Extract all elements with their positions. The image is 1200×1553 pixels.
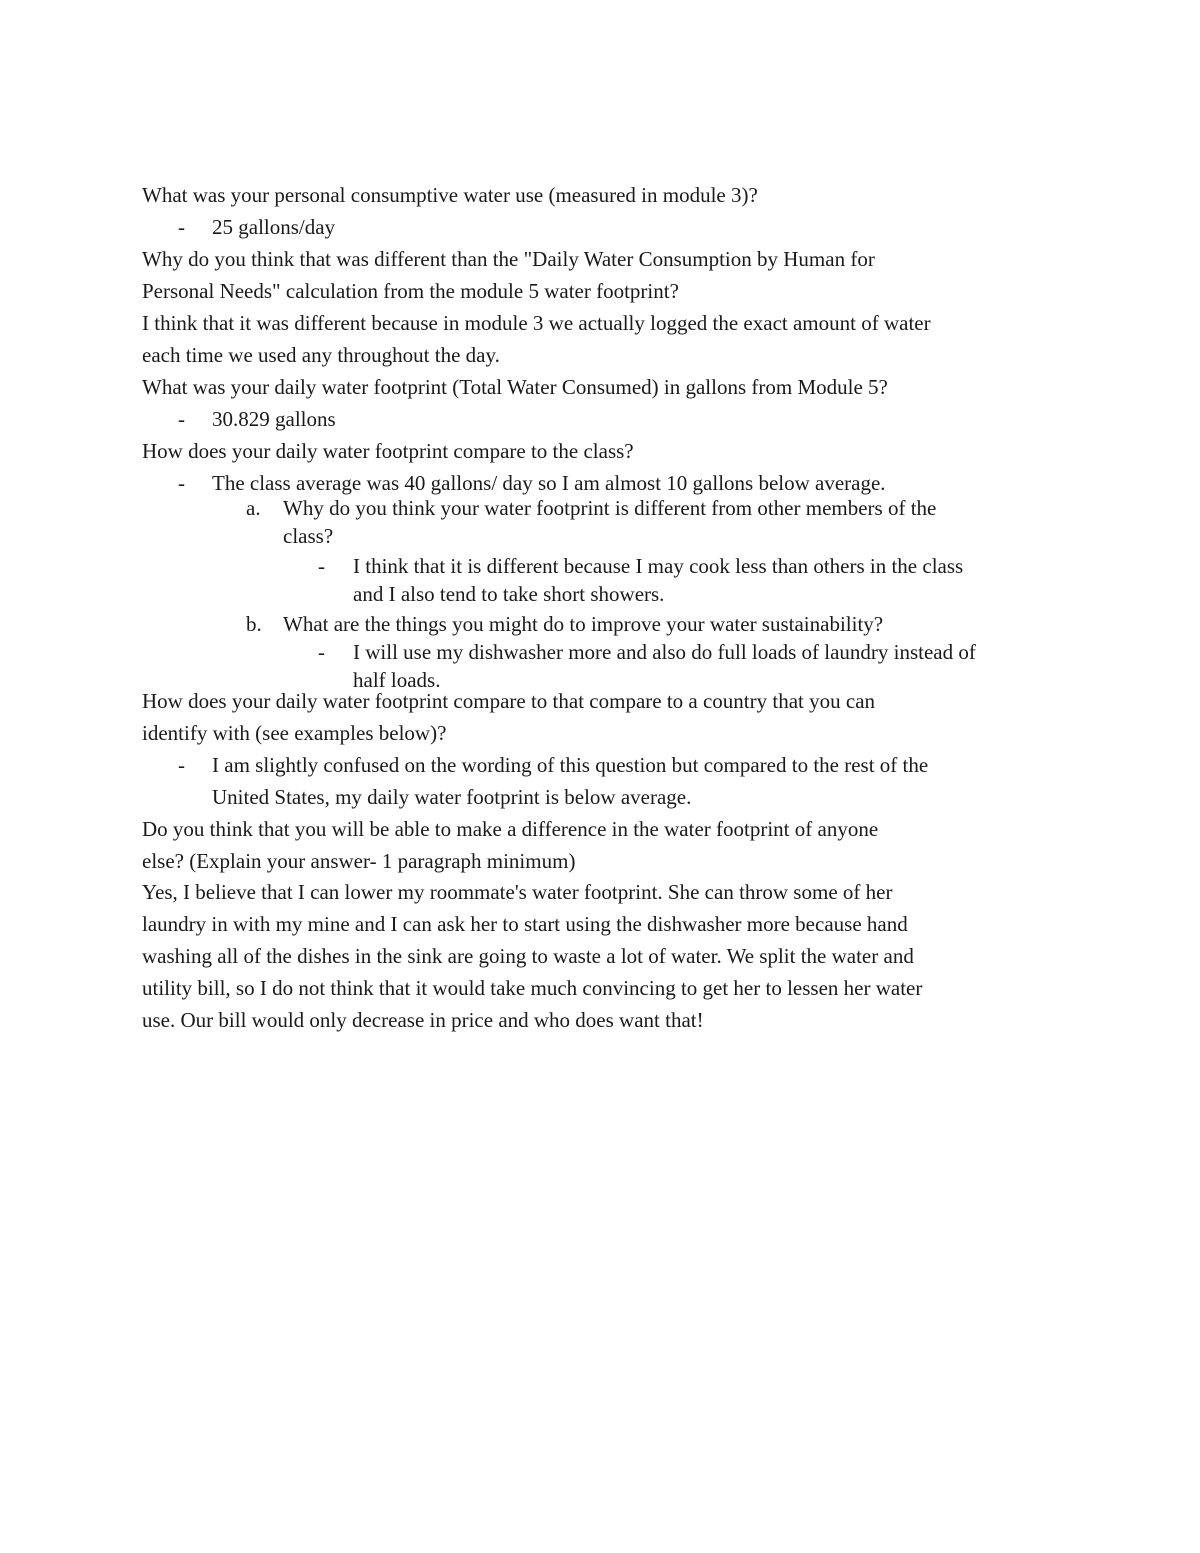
sub-question-b-marker: b. [246, 612, 262, 636]
answer-6-line: Yes, I believe that I can lower my roommate's water footprint. She can throw some of her [142, 880, 893, 904]
question-6-line-2: else? (Explain your answer- 1 paragraph minimum) [142, 849, 576, 873]
answer-6-line: use. Our bill would only decrease in price and who does want that! [142, 1008, 704, 1032]
question-2-line-1: Why do you think that was different than the "Daily Water Consumption by Human for [142, 247, 875, 271]
answer-1: 25 gallons/day [212, 215, 336, 239]
sub-question-a-line-1: Why do you think your water footprint is different from other members of the [283, 496, 937, 520]
question-5-line-2: identify with (see examples below)? [142, 721, 447, 745]
question-2-line-2: Personal Needs" calculation from the module 5 water footprint? [142, 279, 679, 303]
sub-question-a-line-2: class? [283, 524, 334, 548]
sub-answer-b-line-2: half loads. [353, 668, 441, 692]
sub-answer-a-line-2: and I also tend to take short showers. [353, 582, 665, 606]
sub-answer-b-line-1: I will use my dishwasher more and also do full loads of laundry instead of [353, 640, 976, 664]
question-3: What was your daily water footprint (Total Water Consumed) in gallons from Module 5? [142, 375, 888, 399]
question-4: How does your daily water footprint compare to the class? [142, 439, 634, 463]
sub-question-b: What are the things you might do to improve your water sustainability? [283, 612, 884, 636]
bullet-dash: - [178, 471, 185, 495]
answer-6-line: utility bill, so I do not think that it would take much convincing to get her to lessen her water [142, 976, 923, 1000]
answer-6-line: washing all of the dishes in the sink are going to waste a lot of water. We split the water and [142, 944, 914, 968]
question-6-line-1: Do you think that you will be able to make a difference in the water footprint of anyone [142, 817, 879, 841]
answer-2-line-1: I think that it was different because in module 3 we actually logged the exact amount of water [142, 311, 931, 335]
answer-5-line-1: I am slightly confused on the wording of this question but compared to the rest of the [212, 753, 929, 777]
bullet-dash: - [178, 407, 185, 431]
bullet-dash: - [178, 215, 185, 239]
sub-question-a-marker: a. [246, 496, 261, 520]
answer-3: 30.829 gallons [212, 407, 336, 431]
bullet-dash: - [318, 554, 325, 578]
bullet-dash: - [178, 753, 185, 777]
answer-5-line-2: United States, my daily water footprint is below average. [212, 785, 692, 809]
answer-2-line-2: each time we used any throughout the day. [142, 343, 500, 367]
question-5-line-1: How does your daily water footprint compare to that compare to a country that you can [142, 689, 876, 713]
answer-4: The class average was 40 gallons/ day so I am almost 10 gallons below average. [212, 471, 886, 495]
sub-answer-a-line-1: I think that it is different because I may cook less than others in the class [353, 554, 964, 578]
question-1: What was your personal consumptive water use (measured in module 3)? [142, 183, 758, 207]
bullet-dash: - [318, 640, 325, 664]
answer-6-line: laundry in with my mine and I can ask her to start using the dishwasher more because hand [142, 912, 908, 936]
